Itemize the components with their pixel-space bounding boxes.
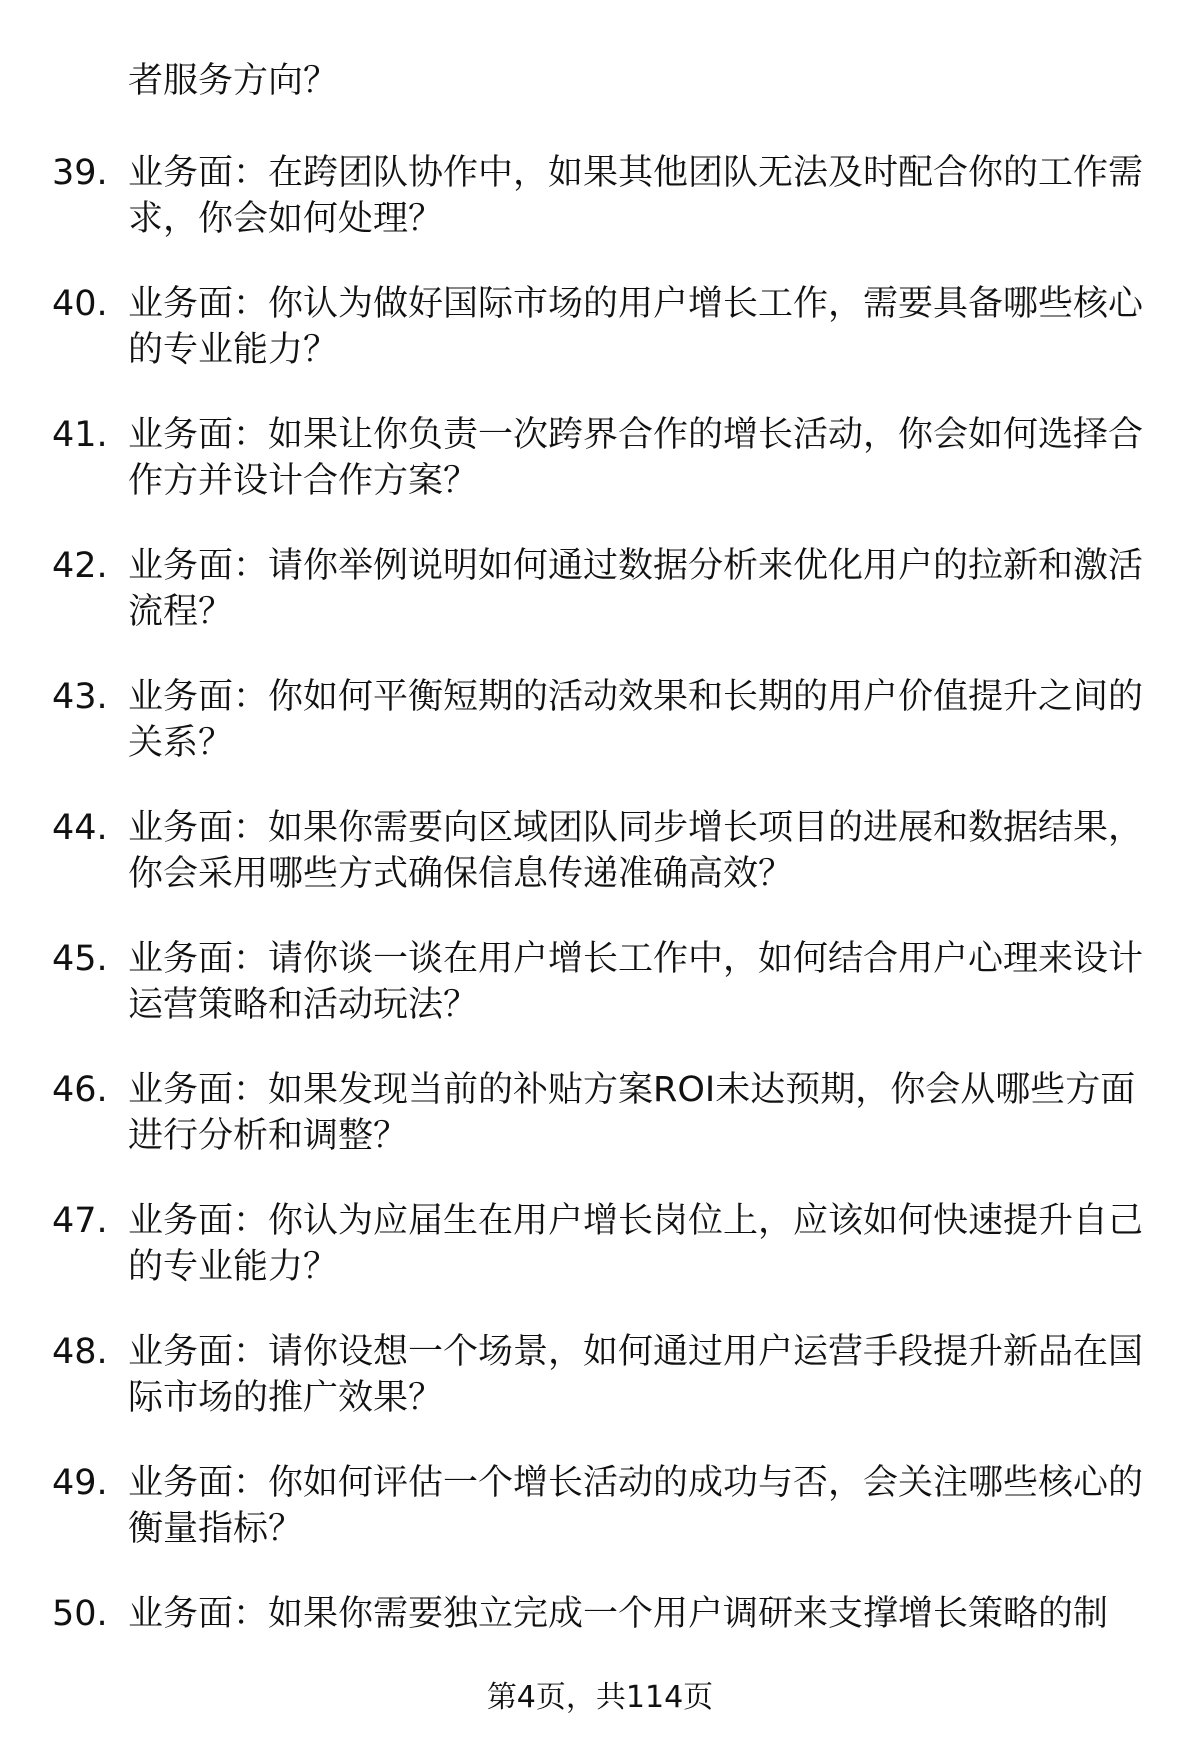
question-item bbox=[0, 936, 1200, 1067]
page-footer: 第4页，共114页 bbox=[486, 1680, 714, 1715]
question-text: 业务面：请你谈一谈在用户增长工作中，如何结合用户心理来设计运营策略和活动玩法？ bbox=[128, 939, 1144, 1025]
question-text: 业务面：你认为做好国际市场的用户增长工作，需要具备哪些核心的专业能力？ bbox=[128, 284, 1144, 370]
question-text: 业务面：如果发现当前的补贴方案ROI未达预期，你会从哪些方面进行分析和调整？ bbox=[128, 1070, 1136, 1156]
question-number: 43. bbox=[52, 677, 108, 717]
question-number: 49. bbox=[52, 1463, 108, 1503]
question-text: 业务面：请你举例说明如何通过数据分析来优化用户的拉新和激活流程？ bbox=[128, 546, 1144, 632]
question-text: 业务面：如果你需要向区域团队同步增长项目的进展和数据结果，你会采用哪些方式确保信息传递准确高效？ bbox=[128, 808, 1144, 894]
question-item bbox=[0, 674, 1200, 805]
question-number: 42. bbox=[52, 546, 108, 586]
question-number: 40. bbox=[52, 284, 108, 324]
question-number: 48. bbox=[52, 1332, 108, 1372]
question-item bbox=[0, 1198, 1200, 1329]
continuation-text: 者服务方向？ bbox=[128, 61, 339, 101]
question-text: 业务面：如果让你负责一次跨界合作的增长活动，你会如何选择合作方并设计合作方案？ bbox=[128, 415, 1144, 501]
question-number: 45. bbox=[52, 939, 108, 979]
question-item bbox=[0, 281, 1200, 412]
question-text: 业务面：如果你需要独立完成一个用户调研来支撑增长策略的制 bbox=[128, 1594, 1109, 1634]
question-number: 41. bbox=[52, 415, 108, 455]
question-number: 44. bbox=[52, 808, 108, 848]
question-item bbox=[0, 1067, 1200, 1198]
question-text: 业务面：你如何评估一个增长活动的成功与否，会关注哪些核心的衡量指标？ bbox=[128, 1463, 1144, 1549]
question-item bbox=[0, 1460, 1200, 1591]
question-number: 50. bbox=[52, 1594, 108, 1634]
question-list bbox=[0, 150, 1200, 1722]
question-item bbox=[0, 412, 1200, 543]
question-item bbox=[0, 150, 1200, 281]
question-number: 46. bbox=[52, 1070, 108, 1110]
question-number: 47. bbox=[52, 1201, 108, 1241]
question-item bbox=[0, 805, 1200, 936]
question-text: 业务面：请你设想一个场景，如何通过用户运营手段提升新品在国际市场的推广效果？ bbox=[128, 1332, 1144, 1418]
question-item bbox=[0, 543, 1200, 674]
question-text: 业务面：在跨团队协作中，如果其他团队无法及时配合你的工作需求，你会如何处理？ bbox=[128, 153, 1144, 239]
question-text: 业务面：你认为应届生在用户增长岗位上，应该如何快速提升自己的专业能力？ bbox=[128, 1201, 1144, 1287]
question-item bbox=[0, 1329, 1200, 1460]
question-text: 业务面：你如何平衡短期的活动效果和长期的用户价值提升之间的关系？ bbox=[128, 677, 1144, 763]
question-number: 39. bbox=[52, 153, 108, 193]
